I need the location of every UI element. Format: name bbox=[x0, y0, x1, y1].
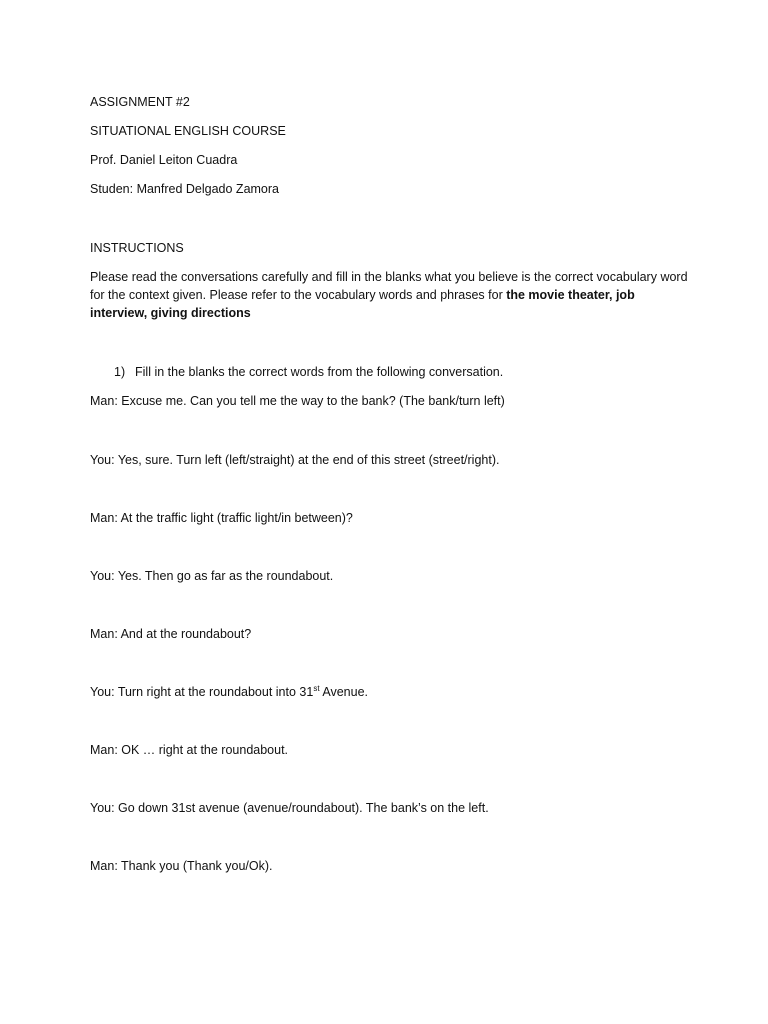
conversation-line-6 bbox=[90, 683, 368, 701]
conversation-line-1: Man: Excuse me. Can you tell me the way to the bank? (The bank/turn left) bbox=[90, 394, 505, 408]
student-name: Studen: Manfred Delgado Zamora bbox=[90, 182, 279, 196]
conversation-line-4: You: Yes. Then go as far as the roundabout. bbox=[90, 569, 334, 583]
instructions-text-bold: the movie theater, job interview, giving directions bbox=[90, 288, 635, 320]
instructions-heading: INSTRUCTIONS bbox=[90, 241, 184, 255]
conversation-line-6-text: You: Turn right at the roundabout into 31 bbox=[90, 685, 314, 699]
conversation-line-6-superscript: st bbox=[313, 683, 320, 693]
professor-name: Prof. Daniel Leiton Cuadra bbox=[90, 153, 238, 167]
instructions-text-plain: Please read the conversations carefully and fill in the blanks what you believe is the correct vocabulary word for the context given. Please refer to the vocabulary words and phrases for bbox=[90, 270, 688, 302]
conversation-line-6-after: Avenue. bbox=[319, 685, 368, 699]
exercise-prompt: Fill in the blanks the correct words from the following conversation. bbox=[135, 365, 504, 379]
conversation-line-5: Man: And at the roundabout? bbox=[90, 627, 252, 641]
conversation-line-3: Man: At the traffic light (traffic light/in between)? bbox=[90, 511, 353, 525]
conversation-line-2: You: Yes, sure. Turn left (left/straight) at the end of this street (street/right). bbox=[90, 453, 500, 467]
conversation-line-7: Man: OK … right at the roundabout. bbox=[90, 743, 289, 757]
conversation-line-8: You: Go down 31st avenue (avenue/roundabout). The bank’s on the left. bbox=[90, 801, 489, 815]
course-name: SITUATIONAL ENGLISH COURSE bbox=[90, 124, 286, 138]
exercise-number: 1) bbox=[114, 365, 126, 379]
exercise-item bbox=[114, 363, 503, 381]
assignment-title: ASSIGNMENT #2 bbox=[90, 95, 190, 109]
instructions-text bbox=[90, 268, 690, 322]
conversation-line-9: Man: Thank you (Thank you/Ok). bbox=[90, 859, 273, 873]
